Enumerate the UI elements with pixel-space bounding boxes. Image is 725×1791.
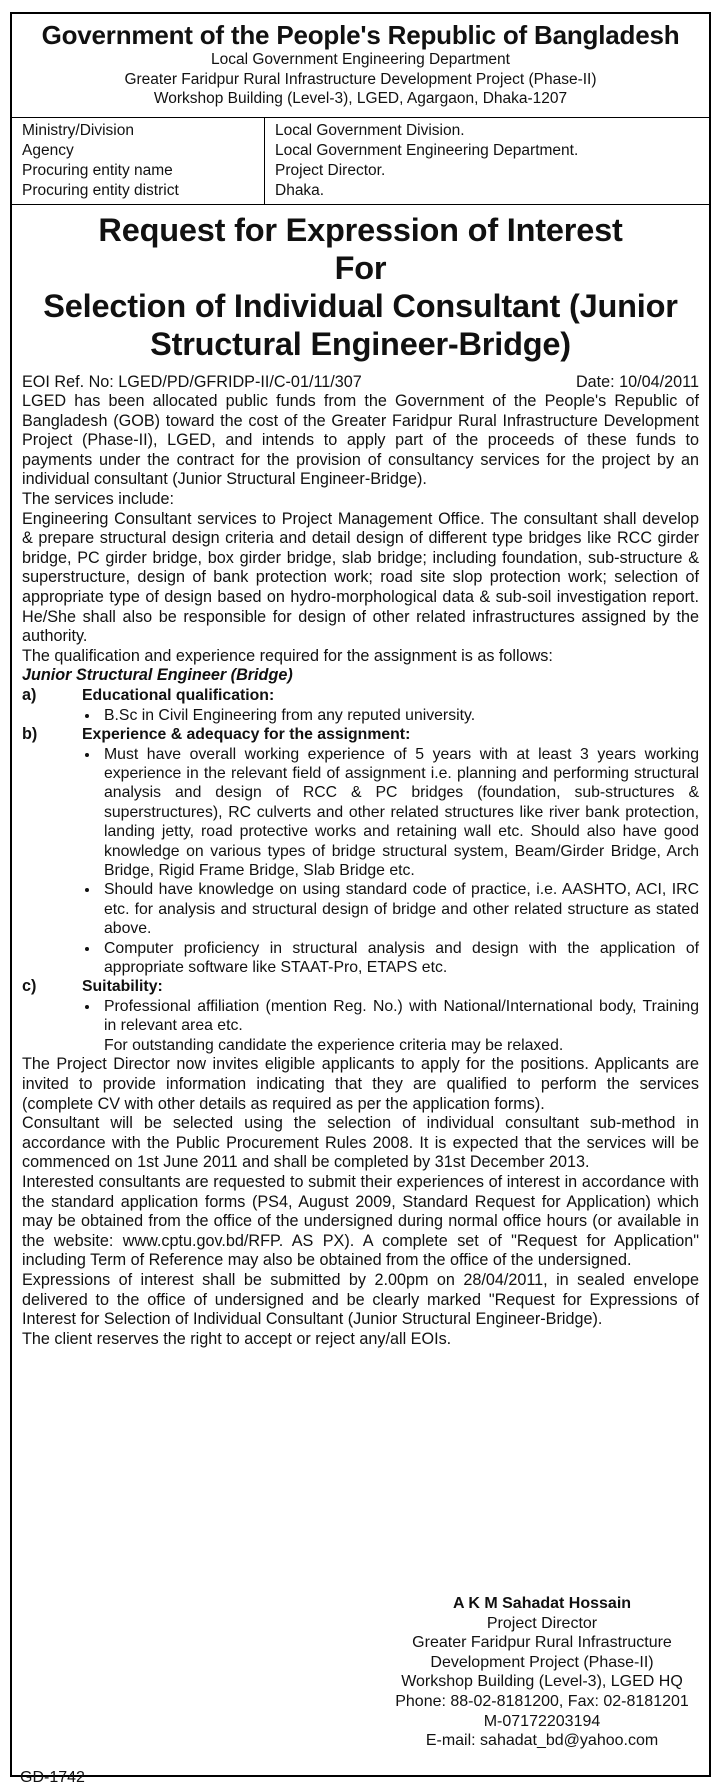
list-item: • Should have knowledge on using standard code of practice, i.e. AASHTO, ACI, IRC etc. for analysis and structural design of bridge and other related structure as stated above. [100, 880, 699, 938]
reserve-paragraph: The client reserves the right to accept or reject any/all EOIs. [22, 1329, 452, 1348]
info-label: Ministry/Division [22, 121, 134, 139]
section-c [22, 977, 699, 997]
notice-header [12, 14, 709, 118]
info-value: Project Director. [275, 161, 386, 179]
signature-block [372, 1594, 712, 1751]
title-line: Structural Engineer-Bridge) [150, 325, 571, 362]
list-item: • Must have overall working experience of 5 years with at least 3 years working experience in the relevant field of assignment i.e. planning and performing structural analysis and design of RCC & PC bridges (foundation, sub-structures & superstructures), RC culverts and other related structures like river bank protection, landing jetty, road protective works and retaining wall etc. Should also have good knowledge on various types of bridge structural system, Beam/Girder Bridge, Arch Bridge, Rigid Frame Bridge, Slab Bridge etc. [100, 745, 699, 881]
experience-list [22, 745, 699, 978]
info-label: Agency [22, 141, 74, 159]
deadline-paragraph: Expressions of interest shall be submitted by 2.00pm on 28/04/2011, in sealed envelope delivered to the office of undersigned and be clearly marked "Request for Expressions of Interest for Selection of Individual Consultant (Junior Structural Engineer-Bridge). [22, 1271, 699, 1329]
qualification-intro: The qualification and experience required for the assignment is as follows: [22, 646, 553, 665]
signatory-phone: Phone: 88-02-8181200, Fax: 02-8181201 [395, 1692, 689, 1710]
section-label: c) [22, 977, 37, 996]
title-line: Selection of Individual Consultant (Junior [43, 287, 678, 324]
notice-frame [10, 12, 711, 1786]
section-heading: Educational qualification: [82, 687, 275, 704]
signatory-office: Workshop Building (Level-3), LGED HQ [401, 1673, 683, 1691]
address-line: Workshop Building (Level-3), LGED, Agargaon, Dhaka-1207 [153, 90, 568, 107]
signatory-mobile: M-07172203194 [483, 1712, 601, 1730]
info-value: Local Government Division. [275, 121, 465, 139]
signatory-title: Project Director [486, 1614, 598, 1632]
info-value: Dhaka. [275, 181, 325, 199]
position-title: Junior Structural Engineer (Bridge) [22, 666, 293, 685]
services-intro: The services include: [22, 490, 175, 509]
info-label: Procuring entity name [22, 161, 173, 179]
education-list [22, 706, 699, 725]
reference-row [22, 373, 699, 393]
section-label: a) [22, 686, 37, 704]
selection-paragraph: Consultant will be selected using the selection of individual consultant sub-method in accordance with the Public Procurement Rules 2008. It is expected that the services will be commenced on 1st June 2011 and shall be completed by 31st December 2013. [22, 1114, 699, 1172]
eoi-reference: EOI Ref. No: LGED/PD/GFRIDP-II/C-01/11/307 [22, 372, 362, 391]
signatory-project: Greater Faridpur Rural Infrastructure [412, 1634, 672, 1652]
notice-title [12, 205, 709, 369]
info-table [12, 118, 709, 205]
signatory-name: A K M Sahadat Hossain [452, 1595, 632, 1612]
submission-paragraph: Interested consultants are requested to submit their experiences of interest in accordance with the standard application forms (PS4, August 2009, Standard Request for Application) which may be obtained from the office of the undersigned during normal office hours (or available in the website: www.cptu.gov.bd/RFP. AS PX). A complete set of "Request for Application" including Term of Reference may also be obtained from the office of the undersigned. [22, 1173, 699, 1270]
list-item: • B.Sc in Civil Engineering from any reputed university. [100, 706, 699, 725]
section-b [22, 725, 699, 745]
info-labels [12, 118, 265, 204]
title-line: For [334, 249, 387, 286]
government-heading: Government of the People's Republic of Bangladesh [41, 20, 680, 50]
notice-date: Date: 10/04/2011 [575, 372, 699, 391]
invite-paragraph: The Project Director now invites eligible applicants to apply for the positions. Applicants are invited to provide information indicating that they are qualified to perform the services (complete CV with other details as required as per the application forms). [22, 1055, 699, 1113]
info-values [265, 118, 709, 204]
section-label: b) [22, 725, 38, 743]
info-value: Local Government Engineering Department. [275, 141, 579, 159]
notice-body [12, 373, 709, 1350]
suitability-list [22, 997, 699, 1036]
section-heading: Suitability: [82, 978, 163, 996]
title-line: Request for Expression of Interest [98, 211, 623, 248]
intro-paragraph: LGED has been allocated public funds from the Government of the People's Republic of Bangladesh (GOB) toward the cost of the Greater Faridpur Rural Infrastructure Development Project (Phase-II), LGED, and intends to apply part of the proceeds of these funds to payments under the contract for the provision of consultancy services for the project by an individual consultant (Junior Structural Engineer-Bridge). [22, 392, 699, 489]
signatory-email: E-mail: sahadat_bd@yahoo.com [425, 1732, 659, 1750]
department-line: Local Government Engineering Department [211, 51, 510, 68]
gd-code: GD-1742 [20, 1769, 85, 1786]
list-item: • Professional affiliation (mention Reg. No.) with National/International body, Training in relevant area etc. [100, 997, 699, 1036]
section-heading: Experience & adequacy for the assignment: [82, 726, 411, 743]
services-paragraph: Engineering Consultant services to Project Management Office. The consultant shall develop & prepare structural design criteria and detail design of different type bridges like RCC girder bridge, PC girder bridge, box girder bridge, slab bridge; including foundation, sub-structure & superstructure, design of bank protection work; road site slop protection work; selection of appropriate type of design based on hydro-morphological data & sub-soil investigation report. He/She shall also be responsible for design of other related infrastructures assigned by the authority. [22, 509, 699, 646]
info-label: Procuring entity district [22, 181, 179, 199]
section-a [22, 686, 699, 706]
relaxation-note: For outstanding candidate the experience criteria may be relaxed. [104, 1036, 564, 1054]
project-line: Greater Faridpur Rural Infrastructure Development Project (Phase-II) [124, 70, 597, 88]
signatory-project: Development Project (Phase-II) [430, 1653, 654, 1671]
list-item: • Computer proficiency in structural analysis and design with the application of appropriate software like STAAT-Pro, ETAPS etc. [100, 939, 699, 978]
